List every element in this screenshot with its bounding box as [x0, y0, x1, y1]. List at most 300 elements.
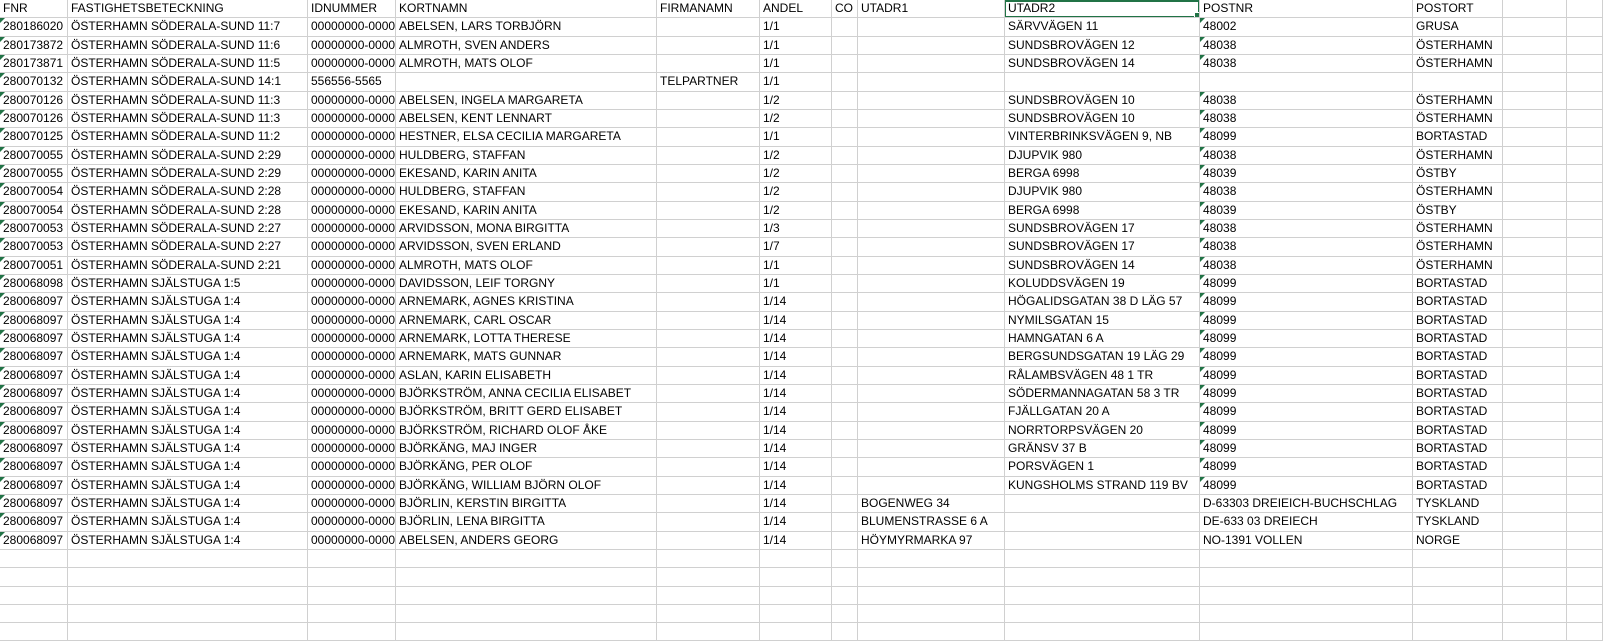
cell-andel[interactable]: 1/14	[760, 495, 832, 513]
cell-kortnamn[interactable]: ALMROTH, MATS OLOF	[396, 257, 657, 275]
cell-idnummer[interactable]: 00000000-0000	[308, 293, 396, 311]
cell-extra1[interactable]	[1503, 128, 1567, 146]
cell-postort[interactable]: ÖSTERHAMN	[1413, 257, 1503, 275]
cell-utadr2[interactable]: SUNDSBROVÄGEN 10	[1005, 110, 1200, 128]
cell-co[interactable]	[832, 440, 858, 458]
cell-fastighetsbeteckning[interactable]: ÖSTERHAMN SJÄLSTUGA 1:4	[68, 403, 308, 421]
cell-fnr[interactable]: 280070055	[0, 147, 68, 165]
cell-idnummer[interactable]: 00000000-0000	[308, 532, 396, 550]
cell-postort[interactable]: BORTASTAD	[1413, 440, 1503, 458]
cell-postnr[interactable]: 48038	[1200, 37, 1413, 55]
cell-postnr[interactable]: 48038	[1200, 55, 1413, 73]
cell-extra2[interactable]	[1567, 147, 1603, 165]
cell-empty-utadr1[interactable]	[858, 605, 1005, 623]
cell-postort[interactable]: NORGE	[1413, 532, 1503, 550]
cell-utadr2[interactable]	[1005, 513, 1200, 531]
cell-utadr1[interactable]	[858, 330, 1005, 348]
cell-fastighetsbeteckning[interactable]: ÖSTERHAMN SÖDERALA-SUND 2:21	[68, 257, 308, 275]
cell-co[interactable]	[832, 165, 858, 183]
cell-co[interactable]	[832, 183, 858, 201]
cell-postort[interactable]: BORTASTAD	[1413, 293, 1503, 311]
cell-postnr[interactable]: 48099	[1200, 275, 1413, 293]
cell-firmanamn[interactable]	[657, 513, 760, 531]
cell-extra2[interactable]	[1567, 532, 1603, 550]
cell-empty-firmanamn[interactable]	[657, 587, 760, 605]
cell-utadr2[interactable]: BERGA 6998	[1005, 202, 1200, 220]
cell-empty-firmanamn[interactable]	[657, 623, 760, 641]
cell-empty-utadr2[interactable]	[1005, 605, 1200, 623]
cell-idnummer[interactable]: 00000000-0000	[308, 440, 396, 458]
cell-co[interactable]	[832, 348, 858, 366]
cell-postnr[interactable]: 48099	[1200, 128, 1413, 146]
cell-empty-utadr1[interactable]	[858, 568, 1005, 586]
cell-utadr1[interactable]	[858, 477, 1005, 495]
cell-andel[interactable]: 1/1	[760, 73, 832, 91]
cell-kortnamn[interactable]: ABELSEN, INGELA MARGARETA	[396, 92, 657, 110]
cell-firmanamn[interactable]	[657, 275, 760, 293]
cell-postnr[interactable]: 48038	[1200, 238, 1413, 256]
cell-fastighetsbeteckning[interactable]: ÖSTERHAMN SJÄLSTUGA 1:4	[68, 495, 308, 513]
cell-fastighetsbeteckning[interactable]: ÖSTERHAMN SÖDERALA-SUND 2:27	[68, 238, 308, 256]
cell-co[interactable]	[832, 202, 858, 220]
cell-firmanamn[interactable]	[657, 128, 760, 146]
cell-extra2[interactable]	[1567, 458, 1603, 476]
cell-utadr1[interactable]	[858, 37, 1005, 55]
cell-andel[interactable]: 1/1	[760, 37, 832, 55]
cell-kortnamn[interactable]: ARVIDSSON, SVEN ERLAND	[396, 238, 657, 256]
cell-postort[interactable]: BORTASTAD	[1413, 385, 1503, 403]
cell-kortnamn[interactable]: ALMROTH, SVEN ANDERS	[396, 37, 657, 55]
cell-empty-extra1[interactable]	[1503, 568, 1567, 586]
cell-andel[interactable]: 1/14	[760, 440, 832, 458]
cell-kortnamn[interactable]: BJÖRKSTRÖM, RICHARD OLOF ÅKE	[396, 422, 657, 440]
cell-postort[interactable]: TYSKLAND	[1413, 513, 1503, 531]
cell-fastighetsbeteckning[interactable]: ÖSTERHAMN SÖDERALA-SUND 11:2	[68, 128, 308, 146]
cell-fnr[interactable]: 280068097	[0, 330, 68, 348]
cell-utadr2[interactable]: NYMILSGATAN 15	[1005, 312, 1200, 330]
cell-co[interactable]	[832, 532, 858, 550]
cell-firmanamn[interactable]	[657, 18, 760, 36]
cell-extra1[interactable]	[1503, 495, 1567, 513]
cell-extra1[interactable]	[1503, 147, 1567, 165]
cell-empty-postort[interactable]	[1413, 587, 1503, 605]
cell-extra1[interactable]	[1503, 275, 1567, 293]
cell-idnummer[interactable]: 00000000-0000	[308, 275, 396, 293]
cell-postnr[interactable]: 48099	[1200, 293, 1413, 311]
cell-postort[interactable]: ÖSTBY	[1413, 202, 1503, 220]
cell-fastighetsbeteckning[interactable]: ÖSTERHAMN SJÄLSTUGA 1:4	[68, 422, 308, 440]
cell-fnr[interactable]: 280068097	[0, 422, 68, 440]
cell-utadr2[interactable]: NORRTORPSVÄGEN 20	[1005, 422, 1200, 440]
cell-empty-fastighetsbeteckning[interactable]	[68, 623, 308, 641]
cell-utadr2[interactable]: SUNDSBROVÄGEN 14	[1005, 257, 1200, 275]
cell-extra1[interactable]	[1503, 92, 1567, 110]
cell-co[interactable]	[832, 458, 858, 476]
cell-empty-postort[interactable]	[1413, 623, 1503, 641]
cell-postnr[interactable]: 48099	[1200, 403, 1413, 421]
column-header-postnr[interactable]: POSTNR	[1200, 0, 1413, 18]
cell-firmanamn[interactable]	[657, 257, 760, 275]
cell-postort[interactable]: ÖSTERHAMN	[1413, 220, 1503, 238]
cell-fnr[interactable]: 280068097	[0, 495, 68, 513]
cell-andel[interactable]: 1/14	[760, 422, 832, 440]
cell-extra2[interactable]	[1567, 220, 1603, 238]
cell-fastighetsbeteckning[interactable]: ÖSTERHAMN SÖDERALA-SUND 14:1	[68, 73, 308, 91]
cell-extra1[interactable]	[1503, 513, 1567, 531]
cell-kortnamn[interactable]: ALMROTH, MATS OLOF	[396, 55, 657, 73]
cell-utadr2[interactable]: HAMNGATAN 6 A	[1005, 330, 1200, 348]
cell-empty-postnr[interactable]	[1200, 550, 1413, 568]
cell-postort[interactable]: BORTASTAD	[1413, 128, 1503, 146]
cell-utadr1[interactable]	[858, 165, 1005, 183]
cell-extra2[interactable]	[1567, 18, 1603, 36]
cell-postnr[interactable]: 48099	[1200, 385, 1413, 403]
cell-empty-postnr[interactable]	[1200, 623, 1413, 641]
cell-extra2[interactable]	[1567, 37, 1603, 55]
cell-postort[interactable]: BORTASTAD	[1413, 458, 1503, 476]
cell-postnr[interactable]: 48039	[1200, 165, 1413, 183]
cell-idnummer[interactable]: 00000000-0000	[308, 513, 396, 531]
cell-co[interactable]	[832, 385, 858, 403]
cell-firmanamn[interactable]	[657, 92, 760, 110]
cell-andel[interactable]: 1/2	[760, 165, 832, 183]
cell-empty-andel[interactable]	[760, 605, 832, 623]
cell-postnr[interactable]: D-63303 DREIEICH-BUCHSCHLAG	[1200, 495, 1413, 513]
cell-kortnamn[interactable]: EKESAND, KARIN ANITA	[396, 202, 657, 220]
cell-empty-utadr2[interactable]	[1005, 568, 1200, 586]
cell-kortnamn[interactable]: DAVIDSSON, LEIF TORGNY	[396, 275, 657, 293]
cell-postnr[interactable]: 48099	[1200, 330, 1413, 348]
cell-postort[interactable]: ÖSTBY	[1413, 165, 1503, 183]
cell-extra1[interactable]	[1503, 110, 1567, 128]
cell-extra2[interactable]	[1567, 330, 1603, 348]
cell-firmanamn[interactable]	[657, 403, 760, 421]
cell-co[interactable]	[832, 55, 858, 73]
cell-utadr1[interactable]	[858, 73, 1005, 91]
cell-fnr[interactable]: 280070055	[0, 165, 68, 183]
cell-utadr2[interactable]: SUNDSBROVÄGEN 17	[1005, 238, 1200, 256]
cell-andel[interactable]: 1/14	[760, 367, 832, 385]
cell-extra2[interactable]	[1567, 293, 1603, 311]
cell-postnr[interactable]: 48039	[1200, 202, 1413, 220]
cell-co[interactable]	[832, 92, 858, 110]
cell-postnr[interactable]	[1200, 73, 1413, 91]
cell-postort[interactable]: BORTASTAD	[1413, 348, 1503, 366]
cell-fastighetsbeteckning[interactable]: ÖSTERHAMN SÖDERALA-SUND 2:29	[68, 147, 308, 165]
cell-idnummer[interactable]: 00000000-0000	[308, 55, 396, 73]
cell-firmanamn[interactable]	[657, 183, 760, 201]
cell-idnummer[interactable]: 00000000-0000	[308, 403, 396, 421]
cell-empty-co[interactable]	[832, 550, 858, 568]
cell-extra2[interactable]	[1567, 257, 1603, 275]
cell-extra2[interactable]	[1567, 165, 1603, 183]
column-header-kortnamn[interactable]: KORTNAMN	[396, 0, 657, 18]
cell-fastighetsbeteckning[interactable]: ÖSTERHAMN SÖDERALA-SUND 11:3	[68, 92, 308, 110]
cell-empty-postnr[interactable]	[1200, 568, 1413, 586]
cell-empty-utadr2[interactable]	[1005, 587, 1200, 605]
cell-extra2[interactable]	[1567, 513, 1603, 531]
cell-postort[interactable]: BORTASTAD	[1413, 422, 1503, 440]
cell-co[interactable]	[832, 513, 858, 531]
cell-extra1[interactable]	[1503, 18, 1567, 36]
cell-fnr[interactable]: 280070125	[0, 128, 68, 146]
cell-utadr1[interactable]	[858, 440, 1005, 458]
cell-empty-fnr[interactable]	[0, 605, 68, 623]
cell-utadr1[interactable]: BLUMENSTRASSE 6 A	[858, 513, 1005, 531]
cell-fnr[interactable]: 280068097	[0, 348, 68, 366]
cell-fnr[interactable]: 280068097	[0, 367, 68, 385]
cell-fnr[interactable]: 280068097	[0, 477, 68, 495]
cell-extra1[interactable]	[1503, 220, 1567, 238]
cell-andel[interactable]: 1/2	[760, 183, 832, 201]
cell-idnummer[interactable]: 00000000-0000	[308, 367, 396, 385]
cell-firmanamn[interactable]	[657, 348, 760, 366]
cell-extra2[interactable]	[1567, 92, 1603, 110]
cell-extra1[interactable]	[1503, 458, 1567, 476]
cell-idnummer[interactable]: 00000000-0000	[308, 495, 396, 513]
cell-idnummer[interactable]: 00000000-0000	[308, 202, 396, 220]
cell-fnr[interactable]: 280068097	[0, 532, 68, 550]
cell-andel[interactable]: 1/2	[760, 92, 832, 110]
cell-extra1[interactable]	[1503, 238, 1567, 256]
cell-empty-fastighetsbeteckning[interactable]	[68, 550, 308, 568]
cell-utadr1[interactable]	[858, 238, 1005, 256]
cell-extra1[interactable]	[1503, 312, 1567, 330]
cell-idnummer[interactable]: 00000000-0000	[308, 165, 396, 183]
cell-empty-idnummer[interactable]	[308, 550, 396, 568]
cell-andel[interactable]: 1/14	[760, 477, 832, 495]
cell-idnummer[interactable]: 00000000-0000	[308, 147, 396, 165]
cell-postnr[interactable]: 48002	[1200, 18, 1413, 36]
cell-firmanamn[interactable]: TELPARTNER	[657, 73, 760, 91]
cell-kortnamn[interactable]: ARNEMARK, AGNES KRISTINA	[396, 293, 657, 311]
cell-empty-extra1[interactable]	[1503, 605, 1567, 623]
cell-extra1[interactable]	[1503, 202, 1567, 220]
column-header-co[interactable]: CO	[832, 0, 858, 18]
cell-extra1[interactable]	[1503, 532, 1567, 550]
cell-co[interactable]	[832, 110, 858, 128]
cell-empty-idnummer[interactable]	[308, 587, 396, 605]
cell-andel[interactable]: 1/1	[760, 275, 832, 293]
cell-kortnamn[interactable]: BJÖRKÄNG, WILLIAM BJÖRN OLOF	[396, 477, 657, 495]
cell-empty-firmanamn[interactable]	[657, 568, 760, 586]
cell-co[interactable]	[832, 477, 858, 495]
cell-co[interactable]	[832, 220, 858, 238]
cell-empty-andel[interactable]	[760, 623, 832, 641]
cell-extra1[interactable]	[1503, 37, 1567, 55]
cell-firmanamn[interactable]	[657, 477, 760, 495]
cell-empty-kortnamn[interactable]	[396, 623, 657, 641]
cell-empty-co[interactable]	[832, 605, 858, 623]
cell-utadr1[interactable]	[858, 348, 1005, 366]
cell-fastighetsbeteckning[interactable]: ÖSTERHAMN SÖDERALA-SUND 11:6	[68, 37, 308, 55]
cell-utadr1[interactable]	[858, 403, 1005, 421]
cell-extra2[interactable]	[1567, 183, 1603, 201]
cell-postort[interactable]: BORTASTAD	[1413, 477, 1503, 495]
cell-fnr[interactable]: 280186020	[0, 18, 68, 36]
cell-empty-postort[interactable]	[1413, 550, 1503, 568]
cell-postnr[interactable]: DE-633 03 DREIECH	[1200, 513, 1413, 531]
cell-andel[interactable]: 1/14	[760, 513, 832, 531]
cell-empty-utadr1[interactable]	[858, 587, 1005, 605]
cell-extra2[interactable]	[1567, 238, 1603, 256]
cell-utadr2[interactable]: BERGSUNDSGATAN 19 LÄG 29	[1005, 348, 1200, 366]
cell-kortnamn[interactable]: BJÖRKSTRÖM, ANNA CECILIA ELISABET	[396, 385, 657, 403]
cell-idnummer[interactable]: 00000000-0000	[308, 257, 396, 275]
cell-andel[interactable]: 1/2	[760, 110, 832, 128]
cell-postort[interactable]: BORTASTAD	[1413, 367, 1503, 385]
column-header-idnummer[interactable]: IDNUMMER	[308, 0, 396, 18]
cell-idnummer[interactable]: 00000000-0000	[308, 128, 396, 146]
cell-empty-extra1[interactable]	[1503, 623, 1567, 641]
cell-postort[interactable]: GRUSA	[1413, 18, 1503, 36]
cell-kortnamn[interactable]: EKESAND, KARIN ANITA	[396, 165, 657, 183]
cell-fnr[interactable]: 280173871	[0, 55, 68, 73]
cell-firmanamn[interactable]	[657, 495, 760, 513]
cell-extra2[interactable]	[1567, 385, 1603, 403]
cell-utadr2[interactable]: SUNDSBROVÄGEN 12	[1005, 37, 1200, 55]
cell-postnr[interactable]: 48099	[1200, 422, 1413, 440]
cell-fnr[interactable]: 280070053	[0, 238, 68, 256]
cell-postnr[interactable]: 48038	[1200, 183, 1413, 201]
cell-utadr1[interactable]	[858, 18, 1005, 36]
cell-fastighetsbeteckning[interactable]: ÖSTERHAMN SJÄLSTUGA 1:4	[68, 330, 308, 348]
cell-firmanamn[interactable]	[657, 422, 760, 440]
cell-utadr2[interactable]: GRÄNSV 37 B	[1005, 440, 1200, 458]
cell-fnr[interactable]: 280068097	[0, 458, 68, 476]
cell-co[interactable]	[832, 293, 858, 311]
cell-fastighetsbeteckning[interactable]: ÖSTERHAMN SJÄLSTUGA 1:4	[68, 513, 308, 531]
cell-utadr2[interactable]	[1005, 532, 1200, 550]
cell-fastighetsbeteckning[interactable]: ÖSTERHAMN SÖDERALA-SUND 11:5	[68, 55, 308, 73]
cell-kortnamn[interactable]: ABELSEN, KENT LENNART	[396, 110, 657, 128]
cell-fnr[interactable]: 280068097	[0, 312, 68, 330]
cell-utadr1[interactable]	[858, 92, 1005, 110]
cell-idnummer[interactable]: 00000000-0000	[308, 110, 396, 128]
cell-andel[interactable]: 1/1	[760, 18, 832, 36]
cell-idnummer[interactable]: 00000000-0000	[308, 37, 396, 55]
cell-idnummer[interactable]: 00000000-0000	[308, 18, 396, 36]
cell-utadr1[interactable]	[858, 110, 1005, 128]
cell-extra2[interactable]	[1567, 403, 1603, 421]
cell-fastighetsbeteckning[interactable]: ÖSTERHAMN SÖDERALA-SUND 2:28	[68, 202, 308, 220]
cell-andel[interactable]: 1/2	[760, 202, 832, 220]
cell-fastighetsbeteckning[interactable]: ÖSTERHAMN SJÄLSTUGA 1:4	[68, 312, 308, 330]
cell-co[interactable]	[832, 422, 858, 440]
cell-empty-utadr1[interactable]	[858, 550, 1005, 568]
cell-utadr1[interactable]	[858, 183, 1005, 201]
cell-extra2[interactable]	[1567, 422, 1603, 440]
cell-postnr[interactable]: 48038	[1200, 220, 1413, 238]
cell-postort[interactable]: ÖSTERHAMN	[1413, 183, 1503, 201]
column-header-extra2[interactable]	[1567, 0, 1603, 18]
cell-kortnamn[interactable]: ASLAN, KARIN ELISABETH	[396, 367, 657, 385]
cell-empty-fnr[interactable]	[0, 568, 68, 586]
cell-fnr[interactable]: 280068097	[0, 403, 68, 421]
cell-co[interactable]	[832, 275, 858, 293]
cell-postnr[interactable]: 48099	[1200, 458, 1413, 476]
cell-empty-fnr[interactable]	[0, 550, 68, 568]
cell-postnr[interactable]: 48099	[1200, 348, 1413, 366]
cell-postnr[interactable]: 48038	[1200, 110, 1413, 128]
cell-kortnamn[interactable]: BJÖRKÄNG, MAJ INGER	[396, 440, 657, 458]
cell-extra2[interactable]	[1567, 55, 1603, 73]
cell-co[interactable]	[832, 330, 858, 348]
cell-extra1[interactable]	[1503, 165, 1567, 183]
cell-empty-kortnamn[interactable]	[396, 587, 657, 605]
cell-firmanamn[interactable]	[657, 147, 760, 165]
cell-andel[interactable]: 1/14	[760, 348, 832, 366]
cell-kortnamn[interactable]: ABELSEN, ANDERS GEORG	[396, 532, 657, 550]
cell-extra2[interactable]	[1567, 440, 1603, 458]
cell-idnummer[interactable]: 00000000-0000	[308, 477, 396, 495]
cell-empty-fnr[interactable]	[0, 623, 68, 641]
cell-utadr1[interactable]	[858, 385, 1005, 403]
cell-kortnamn[interactable]: BJÖRLIN, KERSTIN BIRGITTA	[396, 495, 657, 513]
cell-postort[interactable]	[1413, 73, 1503, 91]
cell-empty-fastighetsbeteckning[interactable]	[68, 587, 308, 605]
cell-firmanamn[interactable]	[657, 55, 760, 73]
cell-postort[interactable]: BORTASTAD	[1413, 275, 1503, 293]
cell-extra1[interactable]	[1503, 183, 1567, 201]
cell-idnummer[interactable]: 00000000-0000	[308, 385, 396, 403]
cell-fastighetsbeteckning[interactable]: ÖSTERHAMN SJÄLSTUGA 1:4	[68, 385, 308, 403]
column-header-extra1[interactable]	[1503, 0, 1567, 18]
cell-utadr1[interactable]	[858, 55, 1005, 73]
cell-postort[interactable]: BORTASTAD	[1413, 312, 1503, 330]
cell-empty-firmanamn[interactable]	[657, 605, 760, 623]
cell-fnr[interactable]: 280070132	[0, 73, 68, 91]
cell-andel[interactable]: 1/2	[760, 147, 832, 165]
cell-utadr2[interactable]: HÖGALIDSGATAN 38 D LÄG 57	[1005, 293, 1200, 311]
cell-firmanamn[interactable]	[657, 312, 760, 330]
cell-empty-extra2[interactable]	[1567, 568, 1603, 586]
cell-utadr1[interactable]	[858, 257, 1005, 275]
cell-utadr1[interactable]	[858, 458, 1005, 476]
cell-fnr[interactable]: 280070054	[0, 202, 68, 220]
cell-kortnamn[interactable]: ABELSEN, LARS TORBJÖRN	[396, 18, 657, 36]
cell-extra2[interactable]	[1567, 128, 1603, 146]
cell-extra1[interactable]	[1503, 73, 1567, 91]
cell-extra1[interactable]	[1503, 348, 1567, 366]
cell-empty-idnummer[interactable]	[308, 568, 396, 586]
cell-postnr[interactable]: NO-1391 VOLLEN	[1200, 532, 1413, 550]
cell-empty-utadr2[interactable]	[1005, 623, 1200, 641]
cell-andel[interactable]: 1/14	[760, 330, 832, 348]
cell-fnr[interactable]: 280070126	[0, 92, 68, 110]
cell-extra2[interactable]	[1567, 110, 1603, 128]
cell-extra1[interactable]	[1503, 477, 1567, 495]
column-header-andel[interactable]: ANDEL	[760, 0, 832, 18]
cell-empty-co[interactable]	[832, 568, 858, 586]
cell-extra1[interactable]	[1503, 55, 1567, 73]
cell-utadr2[interactable]: BERGA 6998	[1005, 165, 1200, 183]
cell-co[interactable]	[832, 495, 858, 513]
cell-andel[interactable]: 1/1	[760, 128, 832, 146]
cell-utadr2[interactable]: SÖDERMANNAGATAN 58 3 TR	[1005, 385, 1200, 403]
cell-utadr2[interactable]	[1005, 73, 1200, 91]
cell-idnummer[interactable]: 00000000-0000	[308, 220, 396, 238]
cell-idnummer[interactable]: 00000000-0000	[308, 422, 396, 440]
cell-empty-extra2[interactable]	[1567, 623, 1603, 641]
cell-empty-extra2[interactable]	[1567, 605, 1603, 623]
cell-andel[interactable]: 1/14	[760, 312, 832, 330]
cell-postort[interactable]: ÖSTERHAMN	[1413, 37, 1503, 55]
cell-kortnamn[interactable]	[396, 73, 657, 91]
cell-utadr1[interactable]	[858, 367, 1005, 385]
cell-firmanamn[interactable]	[657, 220, 760, 238]
cell-utadr1[interactable]	[858, 128, 1005, 146]
